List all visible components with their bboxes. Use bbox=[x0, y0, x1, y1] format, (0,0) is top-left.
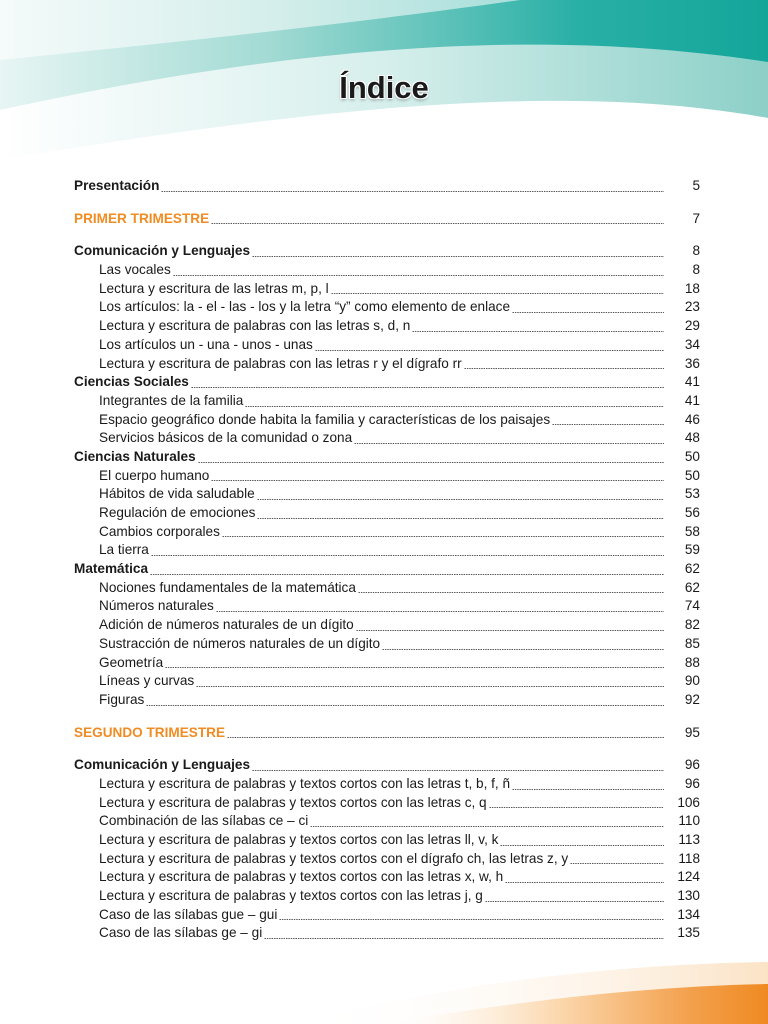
toc-page-number: 50 bbox=[684, 448, 700, 464]
dot-leader bbox=[245, 406, 664, 407]
toc-page-number: 95 bbox=[684, 724, 700, 740]
toc-page-number: 41 bbox=[684, 392, 700, 408]
toc-page-number: 7 bbox=[692, 210, 700, 226]
toc-entry-label: PRIMER TRIMESTRE bbox=[74, 210, 210, 226]
toc-entry-label: La tierra bbox=[99, 542, 149, 558]
toc-entry-label: Servicios básicos de la comunidad o zona bbox=[99, 430, 353, 446]
toc-entry bbox=[74, 775, 700, 794]
dot-leader bbox=[211, 223, 664, 224]
toc-entry-label: Cambios corporales bbox=[99, 523, 220, 539]
toc-entry-label: Integrantes de la familia bbox=[99, 392, 244, 408]
dot-leader bbox=[489, 807, 664, 808]
toc-page-number: 8 bbox=[692, 243, 700, 259]
toc-entry bbox=[74, 429, 700, 448]
toc-entry bbox=[74, 887, 700, 906]
toc-entry bbox=[74, 672, 700, 691]
toc-entry-label: Las vocales bbox=[99, 262, 171, 278]
toc-entry-label: Caso de las sílabas ge – gi bbox=[99, 925, 263, 941]
dot-leader bbox=[227, 737, 664, 738]
toc-entry-label: Lectura y escritura de palabras y textos cortos con las letras x, w, h bbox=[99, 869, 504, 885]
toc-page-number: 106 bbox=[677, 794, 700, 810]
dot-leader bbox=[354, 443, 664, 444]
dot-leader bbox=[216, 611, 664, 612]
toc-entry bbox=[74, 485, 700, 504]
toc-entry bbox=[74, 261, 700, 280]
dot-leader bbox=[161, 191, 664, 192]
toc-entry bbox=[74, 831, 700, 850]
toc-entry-label: Adición de números naturales de un dígito bbox=[99, 617, 354, 633]
toc-entry bbox=[74, 906, 700, 925]
toc-entry-label: Lectura y escritura de palabras con las letras r y el dígrafo rr bbox=[99, 355, 462, 371]
toc-page-number: 53 bbox=[684, 486, 700, 502]
dot-leader bbox=[464, 368, 664, 369]
toc-entry bbox=[74, 504, 700, 523]
toc-page-number: 34 bbox=[684, 336, 700, 352]
toc-entry bbox=[74, 336, 700, 355]
toc-entry bbox=[74, 392, 700, 411]
dot-leader bbox=[512, 312, 664, 313]
toc-entry bbox=[74, 868, 700, 887]
dot-leader bbox=[150, 574, 664, 575]
toc-page-number: 8 bbox=[692, 262, 700, 278]
toc-section-entry bbox=[74, 242, 700, 261]
toc-page-number: 29 bbox=[684, 318, 700, 334]
dot-leader bbox=[252, 256, 664, 257]
toc-entry bbox=[74, 812, 700, 831]
toc-entry-label: Lectura y escritura de palabras y textos cortos con las letras ll, v, k bbox=[99, 832, 499, 847]
toc-page-number: 88 bbox=[684, 654, 700, 670]
toc-page-number: 18 bbox=[684, 280, 700, 296]
toc-entry bbox=[74, 355, 700, 374]
toc-entry bbox=[74, 597, 700, 616]
toc-entry-label: Ciencias Sociales bbox=[74, 374, 189, 390]
dot-leader bbox=[512, 789, 664, 790]
toc-page-number: 82 bbox=[684, 617, 700, 633]
dot-leader bbox=[211, 480, 664, 481]
dot-leader bbox=[173, 275, 664, 276]
toc-page-number: 134 bbox=[677, 906, 700, 922]
toc-entry-label: Espacio geográfico donde habita la familia y características de los paisajes bbox=[99, 411, 551, 427]
dot-leader bbox=[146, 705, 664, 706]
toc-entry-label: Lectura y escritura de palabras y textos cortos con las letras t, b, f, ñ bbox=[99, 775, 511, 791]
toc-section-entry bbox=[74, 560, 700, 579]
toc-page-number: 113 bbox=[678, 832, 700, 847]
table-of-contents bbox=[74, 177, 700, 943]
toc-trimester-heading bbox=[74, 724, 700, 743]
toc-entry bbox=[74, 317, 700, 336]
dot-leader bbox=[382, 649, 664, 650]
footer-banner bbox=[0, 934, 768, 1024]
toc-page-number: 23 bbox=[684, 299, 700, 315]
page-title: Índice bbox=[339, 70, 429, 105]
dot-leader bbox=[191, 387, 664, 388]
toc-entry-label: Números naturales bbox=[99, 598, 214, 614]
toc-page-number: 74 bbox=[684, 598, 700, 614]
dot-leader bbox=[412, 331, 664, 332]
dot-leader bbox=[552, 424, 664, 425]
dot-leader bbox=[279, 919, 664, 920]
toc-page-number: 46 bbox=[684, 411, 700, 427]
dot-leader bbox=[485, 901, 664, 902]
dot-leader bbox=[500, 845, 664, 846]
toc-entry bbox=[74, 411, 700, 430]
toc-page-number: 130 bbox=[677, 888, 700, 904]
toc-entry-label: Sustracción de números naturales de un dígito bbox=[99, 635, 381, 651]
dot-leader bbox=[505, 882, 664, 883]
toc-entry bbox=[74, 280, 700, 299]
dot-leader bbox=[257, 518, 664, 519]
toc-page-number: 62 bbox=[684, 579, 700, 595]
toc-page-number: 41 bbox=[684, 374, 700, 390]
toc-entry bbox=[74, 850, 700, 869]
toc-entry bbox=[74, 654, 700, 673]
toc-entry-label: Nociones fundamentales de la matemática bbox=[99, 579, 356, 595]
dot-leader bbox=[356, 630, 664, 631]
toc-page-number: 118 bbox=[678, 850, 700, 866]
toc-entry-label: Lectura y escritura de palabras con las letras s, d, n bbox=[99, 318, 411, 334]
toc-entry-label: El cuerpo humano bbox=[99, 467, 210, 483]
toc-entry bbox=[74, 691, 700, 710]
dot-leader bbox=[198, 462, 664, 463]
dot-leader bbox=[257, 499, 664, 500]
toc-entry-label: Regulación de emociones bbox=[99, 505, 256, 520]
toc-entry bbox=[74, 635, 700, 654]
toc-entry bbox=[74, 541, 700, 560]
dot-leader bbox=[358, 592, 664, 593]
dot-leader bbox=[165, 667, 664, 668]
toc-page-number: 48 bbox=[684, 430, 700, 446]
dot-leader bbox=[570, 863, 664, 864]
toc-entry bbox=[74, 467, 700, 486]
toc-page-number: 50 bbox=[684, 467, 700, 483]
toc-entry-label: Presentación bbox=[74, 178, 160, 193]
toc-page-number: 96 bbox=[684, 757, 700, 773]
dot-leader bbox=[252, 770, 664, 771]
toc-page-number: 58 bbox=[684, 523, 700, 539]
toc-entry-label: Lectura y escritura de las letras m, p, l bbox=[99, 280, 329, 296]
dot-leader bbox=[310, 826, 664, 827]
toc-entry-label: Hábitos de vida saludable bbox=[99, 486, 255, 502]
dot-leader bbox=[151, 555, 664, 556]
toc-entry-label: Lectura y escritura de palabras y textos cortos con las letras j, g bbox=[99, 888, 483, 904]
toc-page-number: 59 bbox=[684, 542, 700, 558]
toc-page-number: 62 bbox=[684, 561, 700, 577]
toc-entry-label: Combinación de las sílabas ce – ci bbox=[99, 813, 309, 829]
toc-page-number: 90 bbox=[684, 673, 700, 689]
toc-section-entry bbox=[74, 177, 700, 196]
toc-entry bbox=[74, 616, 700, 635]
toc-entry-label: SEGUNDO TRIMESTRE bbox=[74, 724, 226, 740]
toc-entry-label: Lectura y escritura de palabras y textos cortos con las letras c, q bbox=[99, 794, 487, 810]
toc-section-entry bbox=[74, 373, 700, 392]
toc-entry-label: Los artículos un - una - unos - unas bbox=[99, 336, 313, 352]
dot-leader bbox=[315, 350, 664, 351]
toc-page-number: 85 bbox=[684, 635, 700, 651]
toc-entry bbox=[74, 298, 700, 317]
dot-leader bbox=[196, 686, 664, 687]
toc-entry-label: Los artículos: la - el - las - los y la letra “y” como elemento de enlace bbox=[99, 299, 511, 315]
toc-entry-label: Lectura y escritura de palabras y textos cortos con el dígrafo ch, las letras z, y bbox=[99, 850, 569, 866]
dot-leader bbox=[222, 536, 664, 537]
toc-entry-label: Comunicación y Lenguajes bbox=[74, 243, 251, 259]
toc-entry bbox=[74, 579, 700, 598]
toc-section-entry bbox=[74, 448, 700, 467]
toc-entry bbox=[74, 794, 700, 813]
toc-page-number: 5 bbox=[692, 178, 700, 193]
toc-entry-label: Figuras bbox=[99, 691, 145, 707]
toc-entry bbox=[74, 523, 700, 542]
toc-page-number: 96 bbox=[684, 775, 700, 791]
toc-entry-label: Geometría bbox=[99, 654, 164, 670]
toc-page-number: 92 bbox=[684, 691, 700, 707]
toc-entry-label: Caso de las sílabas gue – gui bbox=[99, 906, 278, 922]
toc-page-number: 56 bbox=[684, 505, 700, 520]
toc-entry-label: Comunicación y Lenguajes bbox=[74, 757, 251, 773]
toc-section-entry bbox=[74, 756, 700, 775]
toc-page-number: 110 bbox=[678, 813, 700, 829]
toc-page-number: 124 bbox=[677, 869, 700, 885]
toc-page-number: 36 bbox=[684, 355, 700, 371]
dot-leader bbox=[331, 293, 664, 294]
toc-entry-label: Líneas y curvas bbox=[99, 673, 195, 689]
toc-entry-label: Matemática bbox=[74, 561, 149, 577]
toc-page-number: 135 bbox=[677, 925, 700, 941]
toc-trimester-heading bbox=[74, 210, 700, 229]
toc-entry-label: Ciencias Naturales bbox=[74, 448, 196, 464]
